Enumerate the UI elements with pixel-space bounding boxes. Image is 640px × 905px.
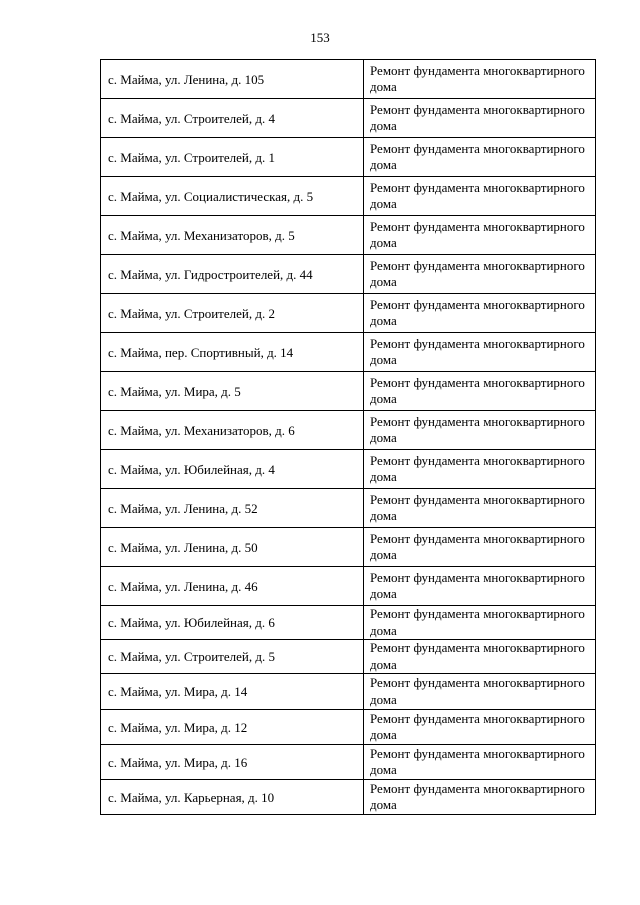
work-type-cell: Ремонт фундамента многоквартирного дома <box>364 710 596 745</box>
address-cell: с. Майма, ул. Мира, д. 14 <box>101 674 364 710</box>
work-type-cell: Ремонт фундамента многоквартирного дома <box>364 780 596 815</box>
table-row <box>101 255 596 294</box>
page-number: 153 <box>310 30 330 45</box>
table-row <box>101 780 596 815</box>
work-type-cell: Ремонт фундамента многоквартирного дома <box>364 294 596 333</box>
work-type-cell: Ремонт фундамента многоквартирного дома <box>364 99 596 138</box>
work-type-cell: Ремонт фундамента многоквартирного дома <box>364 216 596 255</box>
address-cell: с. Майма, ул. Строителей, д. 1 <box>101 138 364 177</box>
table-row <box>101 60 596 99</box>
address-cell: с. Майма, ул. Механизаторов, д. 6 <box>101 411 364 450</box>
address-cell: с. Майма, ул. Ленина, д. 46 <box>101 567 364 606</box>
work-type-cell: Ремонт фундамента многоквартирного дома <box>364 177 596 216</box>
table-row <box>101 567 596 606</box>
table-row <box>101 99 596 138</box>
address-cell: с. Майма, ул. Мира, д. 12 <box>101 710 364 745</box>
work-type-cell: Ремонт фундамента многоквартирного дома <box>364 640 596 674</box>
work-type-cell: Ремонт фундамента многоквартирного дома <box>364 489 596 528</box>
work-type-cell: Ремонт фундамента многоквартирного дома <box>364 450 596 489</box>
address-cell: с. Майма, ул. Строителей, д. 5 <box>101 640 364 674</box>
table-body <box>101 60 596 815</box>
work-type-cell: Ремонт фундамента многоквартирного дома <box>364 60 596 99</box>
table-row <box>101 710 596 745</box>
address-cell: с. Майма, ул. Мира, д. 5 <box>101 372 364 411</box>
work-type-cell: Ремонт фундамента многоквартирного дома <box>364 138 596 177</box>
table-row <box>101 640 596 674</box>
table-row <box>101 216 596 255</box>
repair-works-table <box>100 59 596 815</box>
address-cell: с. Майма, ул. Карьерная, д. 10 <box>101 780 364 815</box>
address-cell: с. Майма, ул. Механизаторов, д. 5 <box>101 216 364 255</box>
address-cell: с. Майма, ул. Юбилейная, д. 4 <box>101 450 364 489</box>
table-row <box>101 333 596 372</box>
address-cell: с. Майма, ул. Мира, д. 16 <box>101 745 364 780</box>
table-row <box>101 606 596 640</box>
table-row <box>101 528 596 567</box>
table-row <box>101 489 596 528</box>
table-row <box>101 450 596 489</box>
table-row <box>101 177 596 216</box>
table-row <box>101 138 596 177</box>
work-type-cell: Ремонт фундамента многоквартирного дома <box>364 674 596 710</box>
table-row <box>101 674 596 710</box>
address-cell: с. Майма, ул. Гидростроителей, д. 44 <box>101 255 364 294</box>
work-type-cell: Ремонт фундамента многоквартирного дома <box>364 411 596 450</box>
work-type-cell: Ремонт фундамента многоквартирного дома <box>364 372 596 411</box>
work-type-cell: Ремонт фундамента многоквартирного дома <box>364 606 596 640</box>
table-row <box>101 411 596 450</box>
address-cell: с. Майма, ул. Социалистическая, д. 5 <box>101 177 364 216</box>
address-cell: с. Майма, ул. Строителей, д. 4 <box>101 99 364 138</box>
address-cell: с. Майма, ул. Ленина, д. 52 <box>101 489 364 528</box>
address-cell: с. Майма, ул. Ленина, д. 105 <box>101 60 364 99</box>
address-cell: с. Майма, ул. Юбилейная, д. 6 <box>101 606 364 640</box>
work-type-cell: Ремонт фундамента многоквартирного дома <box>364 745 596 780</box>
table-row <box>101 745 596 780</box>
work-type-cell: Ремонт фундамента многоквартирного дома <box>364 567 596 606</box>
work-type-cell: Ремонт фундамента многоквартирного дома <box>364 333 596 372</box>
table-row <box>101 372 596 411</box>
work-type-cell: Ремонт фундамента многоквартирного дома <box>364 255 596 294</box>
work-type-cell: Ремонт фундамента многоквартирного дома <box>364 528 596 567</box>
address-cell: с. Майма, пер. Спортивный, д. 14 <box>101 333 364 372</box>
address-cell: с. Майма, ул. Ленина, д. 50 <box>101 528 364 567</box>
address-cell: с. Майма, ул. Строителей, д. 2 <box>101 294 364 333</box>
table-row <box>101 294 596 333</box>
